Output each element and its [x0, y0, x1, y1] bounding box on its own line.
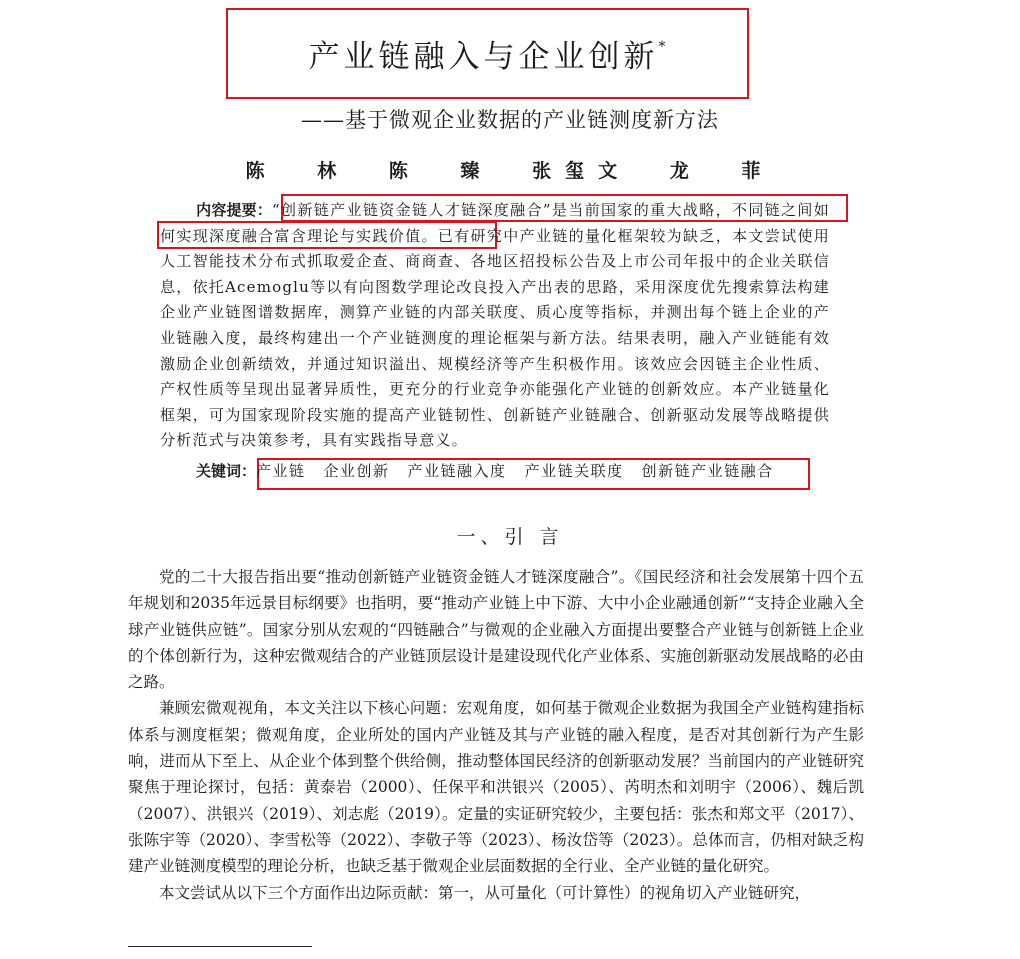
keywords-line [196, 460, 792, 481]
author-list: 陈 林 陈 臻 张玺文 龙 菲 [245, 160, 775, 182]
keyword-item: 产业链关联度 [524, 462, 624, 480]
body-text [128, 564, 864, 906]
abstract [160, 198, 830, 454]
footnote-divider [128, 946, 312, 947]
abstract-body-text: 已有研究中产业链的量化框架较为缺乏，本文尝试使用人工智能技术分布式抓取爱企查、商商查、各地区招投标公告及上市公司年报中的企业关联信息，依托Acemoglu等以有向图数学理论改良投入产出表的思路，采用深度优先搜索算法构建企业产业链图谱数据库，测算产业链的内部关联度、质心度等指标，并测出每个链上企业的产业链融入度，最终构建出一个产业链测度的理论框架与新方法。结果表明，融入产业链能有效激励企业创新绩效，并通过知识溢出、规模经济等产生积极作用。该效应会因链主企业性质、产权性质等呈现出显著异质性，更充分的行业竞争亦能强化产业链的创新效应。本产业链量化框架，可为国家现阶段实施的提高产业链韧性、创新链产业链融合、创新驱动发展等战略提供分析范式与决策参考，具有实践指导意义。 [160, 226, 830, 450]
keyword-item: 企业创新 [323, 462, 390, 480]
title-footnote-mark: * [658, 39, 666, 55]
section-heading: 一、引 言 [456, 526, 564, 548]
abstract-label: 内容提要： [196, 201, 272, 219]
paper-title-block [226, 8, 748, 98]
abstract-highlighted-text: 创新链产业链资金链人才链深度融合”是当前国家的重大战略，不同链之间如何实现深度融合富含理论与实践价值。 [160, 201, 830, 245]
paper-title: 产业链融入与企业创新 [308, 38, 659, 75]
body-paragraph: 本文尝试从以下三个方面作出边际贡献：第一，从可量化（可计算性）的视角切入产业链研究， [159, 883, 811, 902]
keyword-item: 产业链融入度 [407, 462, 507, 480]
abstract-open-quote: “ [272, 201, 281, 219]
body-paragraph: 兼顾宏微观视角，本文关注以下核心问题：宏观角度，如何基于微观企业数据为我国全产业链构建指标体系与测度框架；微观角度，企业所处的国内产业链及其与产业链的融入程度，是否对其创新行为产生影响，进而从下至上、从企业个体到整个供给侧，推动整体国民经济的创新驱动发展？当前国内的产业链研究聚焦于理论探讨，包括：黄泰岩（2000）、任保平和洪银兴（2005）、芮明杰和刘明宇（2006）、魏后凯（2007）、洪银兴（2019）、刘志彪（2019）。定量的实证研究较少，主要包括：张杰和郑文平（2017）、张陈宇等（2020）、李雪松等（2022）、李敬子等（2023）、杨汝岱等（2023）。总体而言，仍相对缺乏构建产业链测度模型的理论分析，也缺乏基于微观企业层面数据的全行业、全产业链的量化研究。 [128, 699, 864, 876]
paper-subtitle: ——基于微观企业数据的产业链测度新方法 [301, 108, 719, 132]
keyword-item: 创新链产业链融合 [641, 462, 774, 480]
keywords-label: 关键词： [196, 462, 257, 480]
keyword-item: 产业链 [256, 462, 306, 480]
body-paragraph: 党的二十大报告指出要“推动创新链产业链资金链人才链深度融合”。《国民经济和社会发展第十四个五年规划和2035年远景目标纲要》也指明，要“推动产业链上中下游、大中小企业融通创新”“支持企业融入全球产业链供应链”。国家分别从宏观的“四链融合”与微观的企业融入方面提出要整合产业链与创新链上企业的个体创新行为，这种宏微观结合的产业链顶层设计是建设现代化产业体系、实施创新驱动发展战略的必由之路。 [128, 568, 864, 692]
